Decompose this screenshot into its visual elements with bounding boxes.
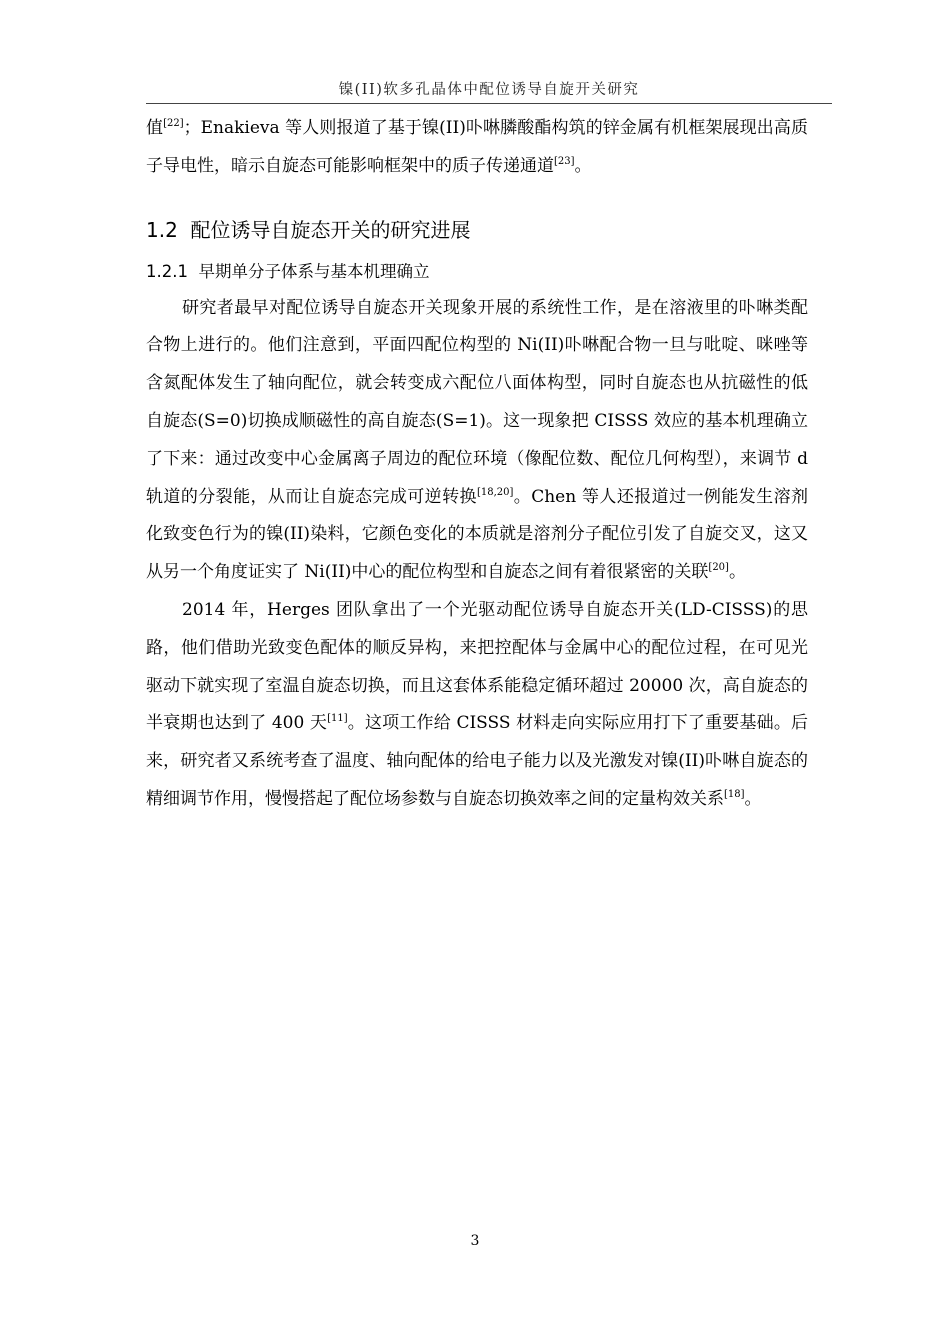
- paragraph-text: 。: [574, 155, 592, 176]
- subsection-number: 1.2.1: [146, 261, 188, 281]
- document-body: [146, 110, 808, 819]
- citation: [18]: [724, 788, 745, 800]
- header-divider: [146, 103, 832, 104]
- paragraph-text: 值: [146, 118, 164, 138]
- paragraph-continued: [146, 110, 808, 186]
- paragraph-text: 。Chen 等人还报道过一例能发生溶剂化致变色行为的镍(II)染料，它颜色变化的本质就是溶剂分子配位引发了自旋交叉，这又从另一个角度证实了 Ni(II)中心的配位构型和自旋态之间有着很紧密的关联: [146, 486, 809, 583]
- citation: [20]: [708, 562, 729, 574]
- section-number: 1.2: [146, 217, 178, 242]
- page-number: 3: [470, 1233, 480, 1249]
- subsection-title: 早期单分子体系与基本机理确立: [198, 261, 430, 281]
- paragraph-text: 。: [728, 562, 746, 583]
- paragraph-text: 2014 年，Herges 团队拿出了一个光驱动配位诱导自旋态开关(LD-CISSS)的思路，他们借助光致变色配体的顺反异构，来把控配体与金属中心的配位过程，在可见光驱动下就实现了室温自旋态切换，而且这套体系能稳定循环超过 20000 次，高自旋态的半衰期也达到了 400 天: [146, 599, 808, 734]
- subsection-heading: [146, 258, 808, 286]
- paragraph-ld-cisss: [146, 592, 808, 819]
- citation: [22]: [163, 118, 184, 129]
- running-header-title: 镍(II)软多孔晶体中配位诱导自旋开关研究: [338, 82, 640, 98]
- paragraph-text: ；Enakieva 等人则报道了基于镍(II)卟啉膦酸酯构筑的锌金属有机框架展现出高质子导电性，暗示自旋态可能影响框架中的质子传递通道: [146, 118, 808, 176]
- paragraph-text: 。这项工作给 CISSS 材料走向实际应用打下了重要基础。后来，研究者又系统考查了温度、轴向配体的给电子能力以及光激发对镍(II)卟啉自旋态的精细调节作用，慢慢搭起了配位场参数与自旋态切换效率之间的定量构效关系: [146, 713, 808, 809]
- citation: [23]: [554, 155, 575, 167]
- paragraph-text: 。: [744, 788, 762, 809]
- paragraph-text: 研究者最早对配位诱导自旋态开关现象开展的系统性工作，是在溶液里的卟啉类配合物上进行的。他们注意到，平面四配位构型的 Ni(II)卟啉配合物一旦与吡啶、咪唑等含氮配体发生了轴向配位，就会转变成六配位八面体构型，同时自旋态也从抗磁性的低自旋态(S=0)切换成顺磁性的高自旋态(S=1)。这一现象把 CISSS 效应的基本机理确立了下来：通过改变中心金属离子周边的配位环境（像配位数、配位几何构型），来调节 d 轨道的分裂能，从而让自旋态完成可逆转换: [146, 297, 808, 507]
- section-title: 配位诱导自旋态开关的研究进展: [190, 217, 471, 242]
- citation: [11]: [327, 713, 348, 725]
- section-heading: [146, 216, 808, 244]
- citation: [18,20]: [476, 486, 514, 498]
- paragraph-early-systems: [146, 290, 808, 592]
